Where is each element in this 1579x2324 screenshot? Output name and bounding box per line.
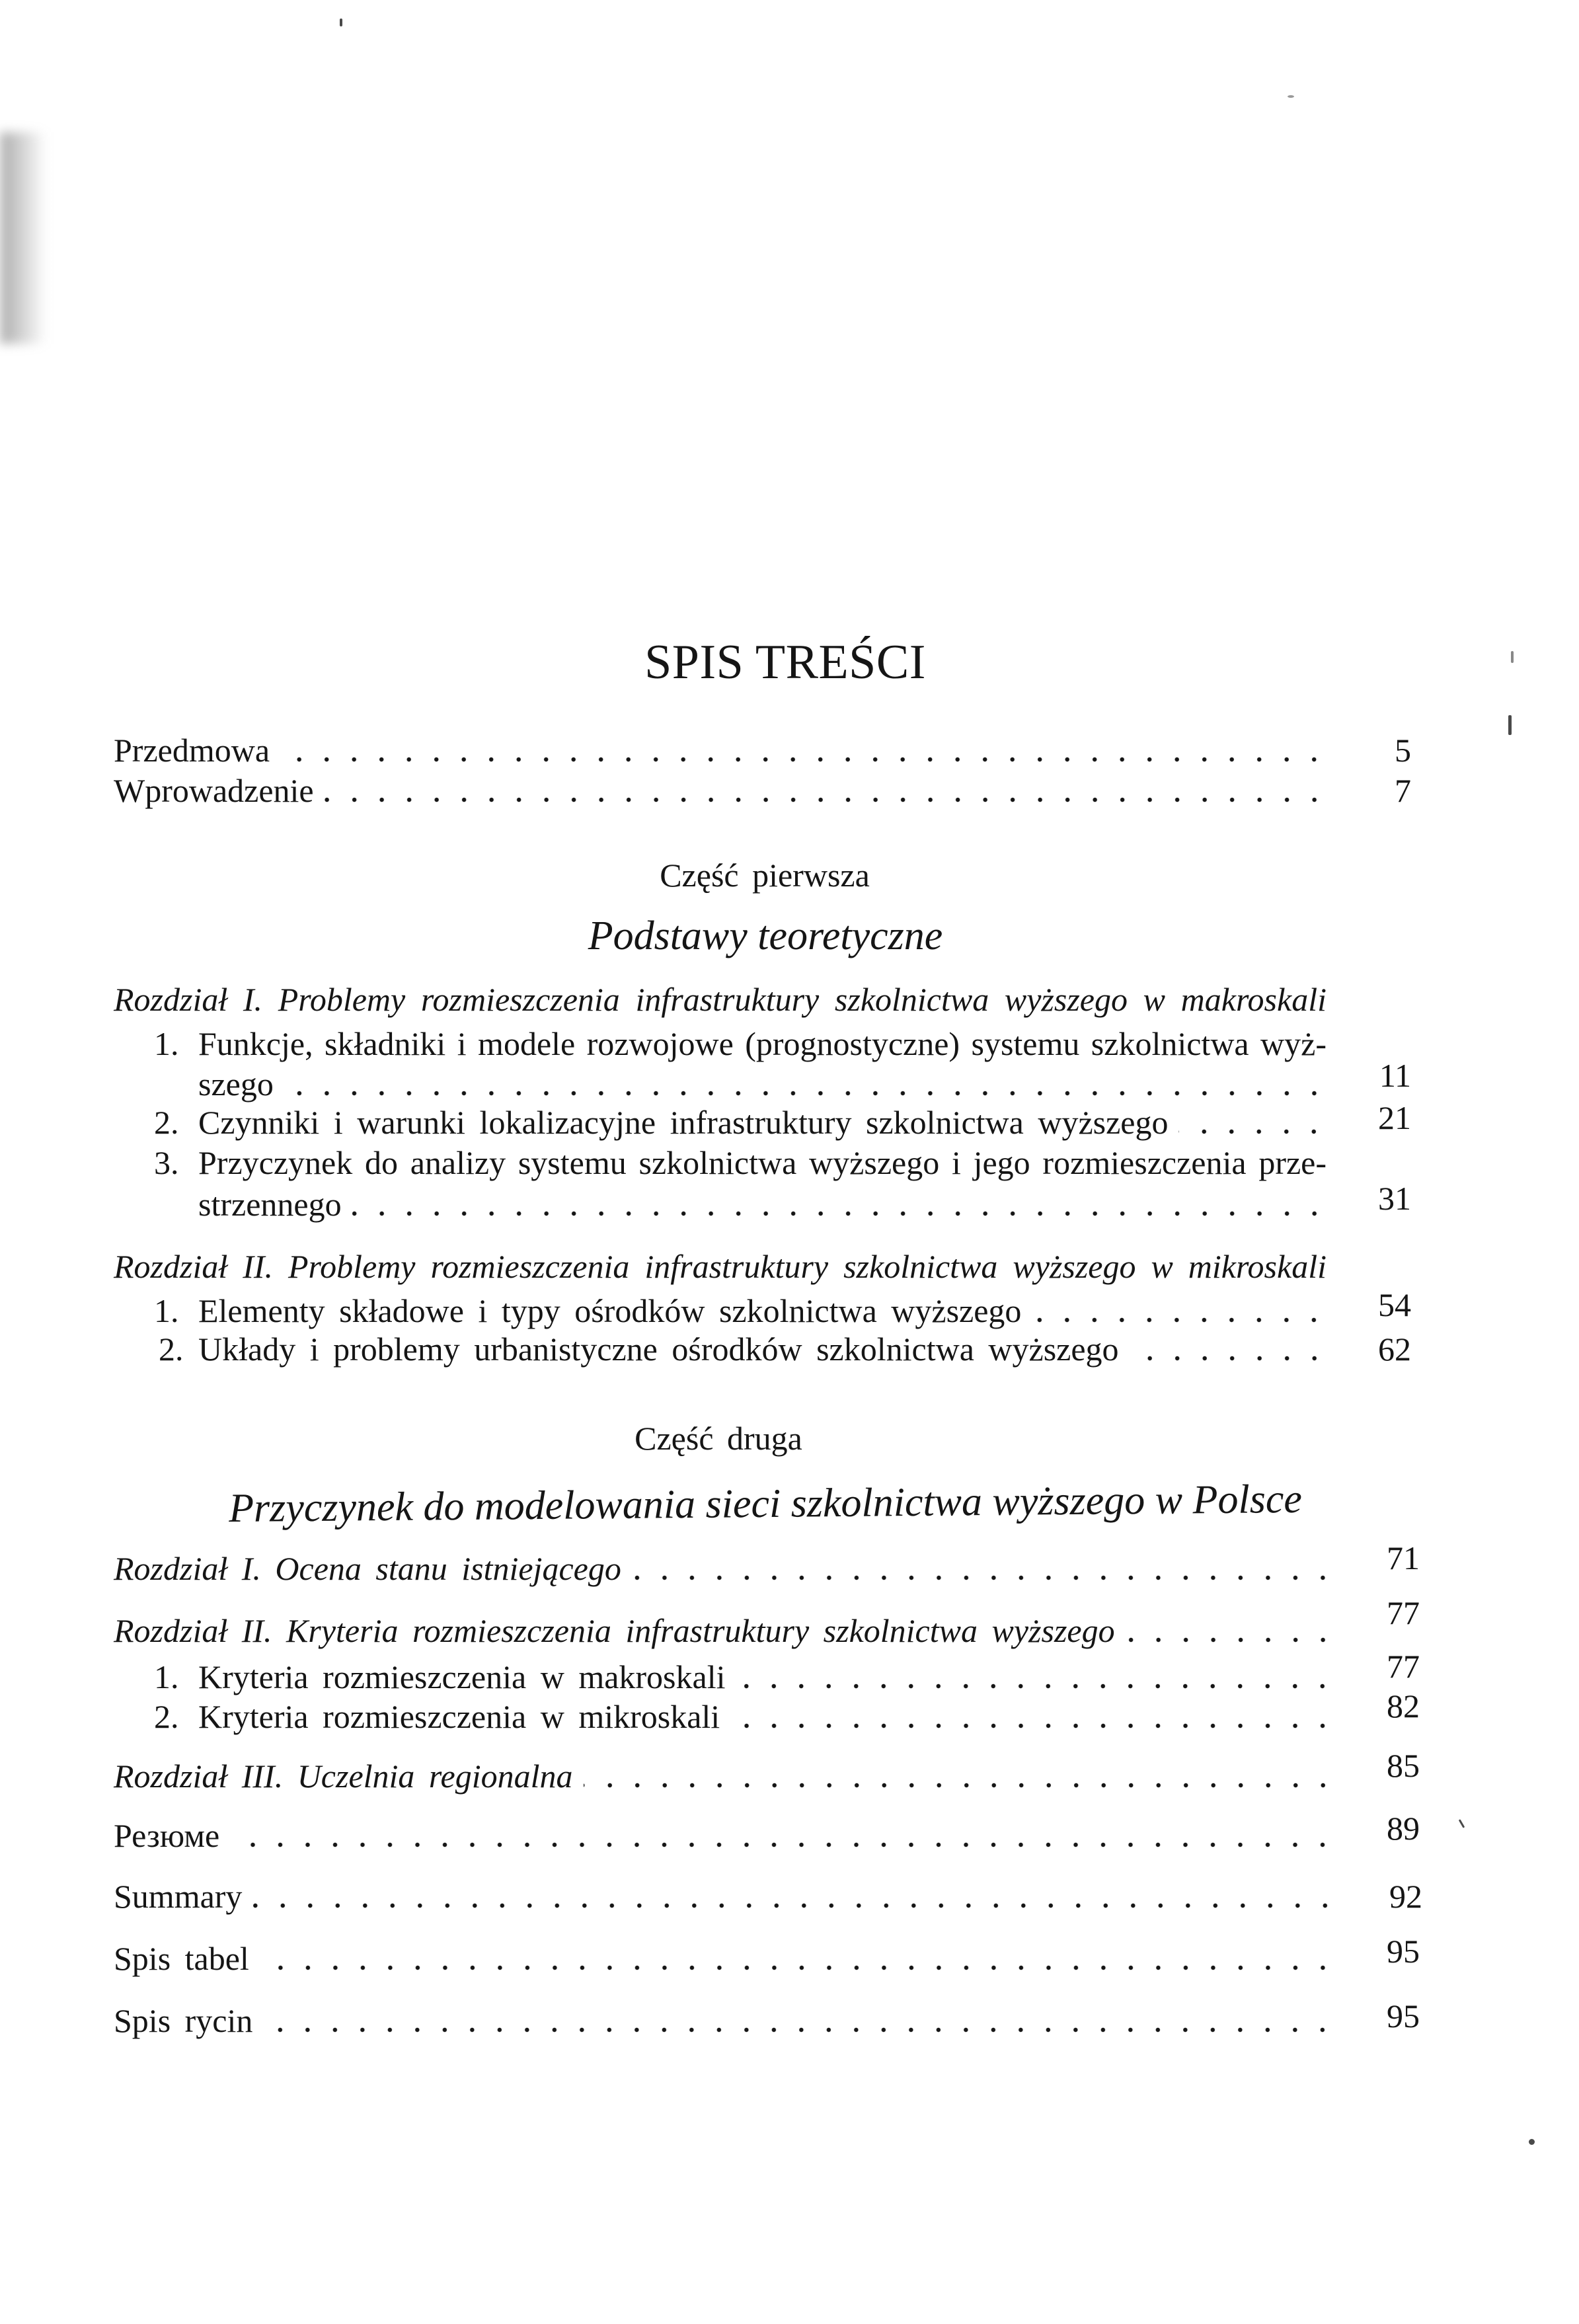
dot-leader (284, 1067, 1319, 1101)
section-number: 2. (159, 1331, 184, 1368)
scan-speck (1508, 715, 1512, 735)
page-number: 62 (1378, 1331, 1411, 1368)
part-title: Podstawy teoretyczne (588, 913, 943, 958)
page-number: 82 (1387, 1687, 1420, 1724)
entry-label: Układy i problemy urbanistyczne ośrodków szkolnictwa wyższego (198, 1331, 1119, 1368)
part-label: Część pierwsza (660, 857, 870, 894)
part-title: Przyczynek do modelowania sieci szkolnictwa wyższego w Polsce (228, 1476, 1303, 1531)
section-number: 3. (154, 1144, 179, 1181)
toc-section (154, 1027, 1327, 1060)
entry-label: Kryteria rozmieszczenia w makroskali (198, 1658, 726, 1695)
toc-section (154, 1687, 1420, 1735)
toc-section-continuation (198, 1057, 1411, 1103)
section-number: 2. (154, 1104, 179, 1141)
toc-entry-summary (114, 1880, 1422, 1913)
toc-section (154, 1146, 1327, 1179)
dot-leader (736, 1660, 1327, 1693)
toc-section (154, 1648, 1420, 1695)
entry-label-continuation: strzennego (198, 1186, 342, 1223)
chapter-heading (114, 1250, 1327, 1283)
chapter-entry (114, 1747, 1420, 1795)
entry-label: Czynniki i warunki lokalizacyjne infrastruktury szkolnictwa wyższego (198, 1104, 1169, 1141)
dot-leader (263, 2004, 1327, 2037)
chapter-entry (114, 1594, 1420, 1649)
part-label: Część druga (635, 1420, 802, 1457)
scan-speck (1529, 2139, 1535, 2145)
entry-label: Przedmowa (114, 732, 270, 769)
scan-speck (1511, 651, 1514, 663)
chapter-label: Rozdział II. Problemy rozmieszczenia infrastruktury szkolnictwa wyższego w mikroskali (114, 1248, 1327, 1285)
entry-label: Kryteria rozmieszczenia w mikroskali (198, 1698, 720, 1735)
entry-label-continuation: szego (198, 1065, 274, 1103)
toc-section (154, 1286, 1411, 1329)
page-number: 95 (1387, 1997, 1420, 2034)
toc-section (159, 1333, 1411, 1366)
page-number: 77 (1387, 1648, 1420, 1685)
page-number: 31 (1378, 1180, 1411, 1217)
chapter-label: Rozdział I. Ocena stanu istniejącego (114, 1550, 621, 1587)
dot-leader (730, 1700, 1327, 1733)
entry-label: Wprowadzenie (114, 772, 314, 809)
toc-title: SPIS TREŚCI (644, 635, 926, 689)
scan-speck (340, 19, 342, 26)
toc-entry-rezyume (114, 1810, 1420, 1854)
toc-section (154, 1099, 1411, 1141)
dot-leader (1126, 1614, 1327, 1647)
toc-section-continuation (198, 1180, 1411, 1223)
chapter-label: Rozdział II. Kryteria rozmieszczenia infrastruktury szkolnictwa wyższego (114, 1612, 1115, 1649)
dot-leader (260, 1942, 1327, 1975)
entry-label: Przyczynek do analizy systemu szkolnictwa wyższego i jego rozmieszczenia prze- (198, 1144, 1327, 1181)
page-number: 89 (1387, 1810, 1420, 1847)
dot-leader (1178, 1106, 1319, 1139)
page-number: 71 (1387, 1539, 1420, 1576)
entry-label: Spis tabel (114, 1940, 249, 1977)
page-number: 11 (1379, 1057, 1411, 1094)
chapter-entry (114, 1539, 1420, 1587)
section-number: 1. (154, 1025, 179, 1062)
dot-leader (1130, 1333, 1319, 1366)
entry-label: Funkcje, składniki i modele rozwojowe (prognostyczne) systemu szkolnictwa wyż- (198, 1025, 1327, 1062)
dot-leader (325, 774, 1319, 807)
page-number: 77 (1387, 1594, 1420, 1631)
entry-label: Spis rycin (114, 2002, 253, 2039)
scan-speck (1459, 1819, 1465, 1828)
chapter-label: Rozdział I. Problemy rozmieszczenia infrastruktury szkolnictwa wyższego w makroskali (114, 981, 1327, 1018)
dot-leader (1032, 1294, 1319, 1327)
page-number: 7 (1395, 772, 1411, 809)
entry-label: Elementy składowe i typy ośrodków szkolnictwa wyższego (198, 1292, 1022, 1329)
page-number: 92 (1389, 1878, 1422, 1915)
dot-leader (280, 734, 1319, 767)
chapter-label: Rozdział III. Uczelnia regionalna (114, 1758, 573, 1795)
scan-speck (1288, 95, 1294, 98)
page-number: 85 (1387, 1747, 1420, 1784)
section-number: 2. (154, 1698, 179, 1735)
page-number: 5 (1395, 732, 1411, 769)
page-number: 95 (1387, 1933, 1420, 1970)
dot-leader (352, 1188, 1319, 1221)
section-number: 1. (154, 1292, 179, 1329)
dot-leader (230, 1819, 1327, 1852)
dot-leader (252, 1880, 1330, 1913)
toc-entry-przedmowa (114, 734, 1411, 767)
toc-entry-wprowadzenie (114, 774, 1411, 807)
scan-edge-shadow (0, 132, 46, 344)
page-number: 54 (1378, 1286, 1411, 1323)
page-number: 21 (1378, 1099, 1411, 1136)
chapter-heading (114, 983, 1327, 1016)
dot-leader (584, 1760, 1327, 1793)
section-number: 1. (154, 1658, 179, 1695)
toc-entry-spis-tabel (114, 1933, 1420, 1977)
entry-label: Резюме (114, 1817, 220, 1854)
toc-entry-spis-rycin (114, 1997, 1420, 2039)
entry-label: Summary (114, 1878, 243, 1915)
dot-leader (632, 1552, 1327, 1585)
